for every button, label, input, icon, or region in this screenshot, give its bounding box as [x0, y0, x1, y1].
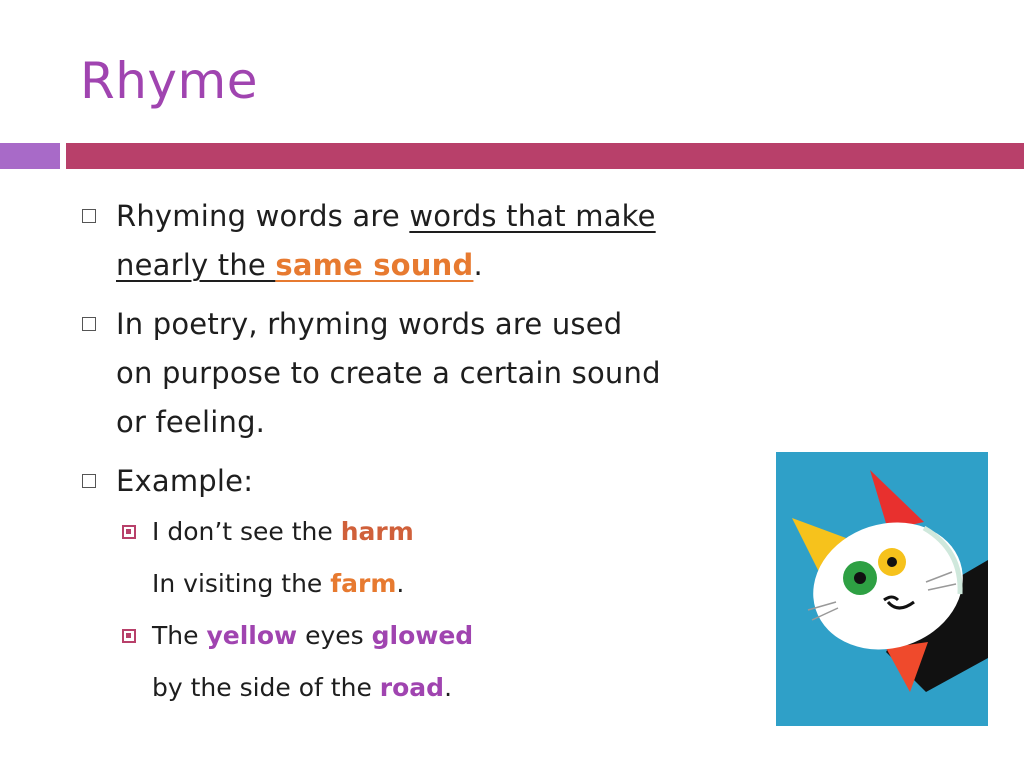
highlight-same-sound: same sound — [275, 248, 474, 282]
rhyme-word: glowed — [371, 621, 474, 650]
example-text: The — [152, 621, 207, 650]
sub-bullet-icon — [122, 629, 136, 643]
example-2-line-2 — [80, 662, 740, 714]
bullet-text: In poetry, rhyming words are used — [116, 307, 623, 341]
example-text: eyes — [297, 621, 372, 650]
rhyme-word: harm — [340, 517, 414, 546]
slide-content — [80, 192, 740, 714]
rhyme-word: yellow — [206, 621, 298, 650]
bullet-text: . — [473, 248, 483, 282]
rhyme-word: road — [379, 673, 445, 702]
bullet-poetry — [80, 300, 740, 447]
bullet-text: on purpose to create a certain sound — [116, 356, 661, 390]
example-1-line-1 — [80, 506, 740, 558]
example-text: . — [396, 569, 405, 598]
underlined-text: words that make — [409, 199, 656, 233]
cartoon-cat-face-icon — [776, 452, 988, 726]
title-bar — [66, 143, 1024, 169]
example-text: by the side of the — [152, 673, 380, 702]
bullet-example — [80, 457, 740, 506]
underlined-text: nearly the — [116, 248, 276, 282]
slide-title: Rhyme — [80, 52, 258, 110]
bullet-definition — [80, 192, 740, 290]
bullet-text: Example: — [116, 464, 254, 498]
bullet-box-icon — [82, 317, 96, 331]
bullet-box-icon — [82, 474, 96, 488]
example-1-line-2 — [80, 558, 740, 610]
bullet-text: Rhyming words are — [116, 199, 410, 233]
example-text: I don’t see the — [152, 517, 341, 546]
example-2-line-1 — [80, 610, 740, 662]
sub-bullet-icon — [122, 525, 136, 539]
bullet-text: or feeling. — [116, 405, 266, 439]
example-text: . — [444, 673, 453, 702]
rhyme-word: farm — [330, 569, 397, 598]
example-text: In visiting the — [152, 569, 331, 598]
bullet-box-icon — [82, 209, 96, 223]
title-bar-accent — [0, 143, 60, 169]
